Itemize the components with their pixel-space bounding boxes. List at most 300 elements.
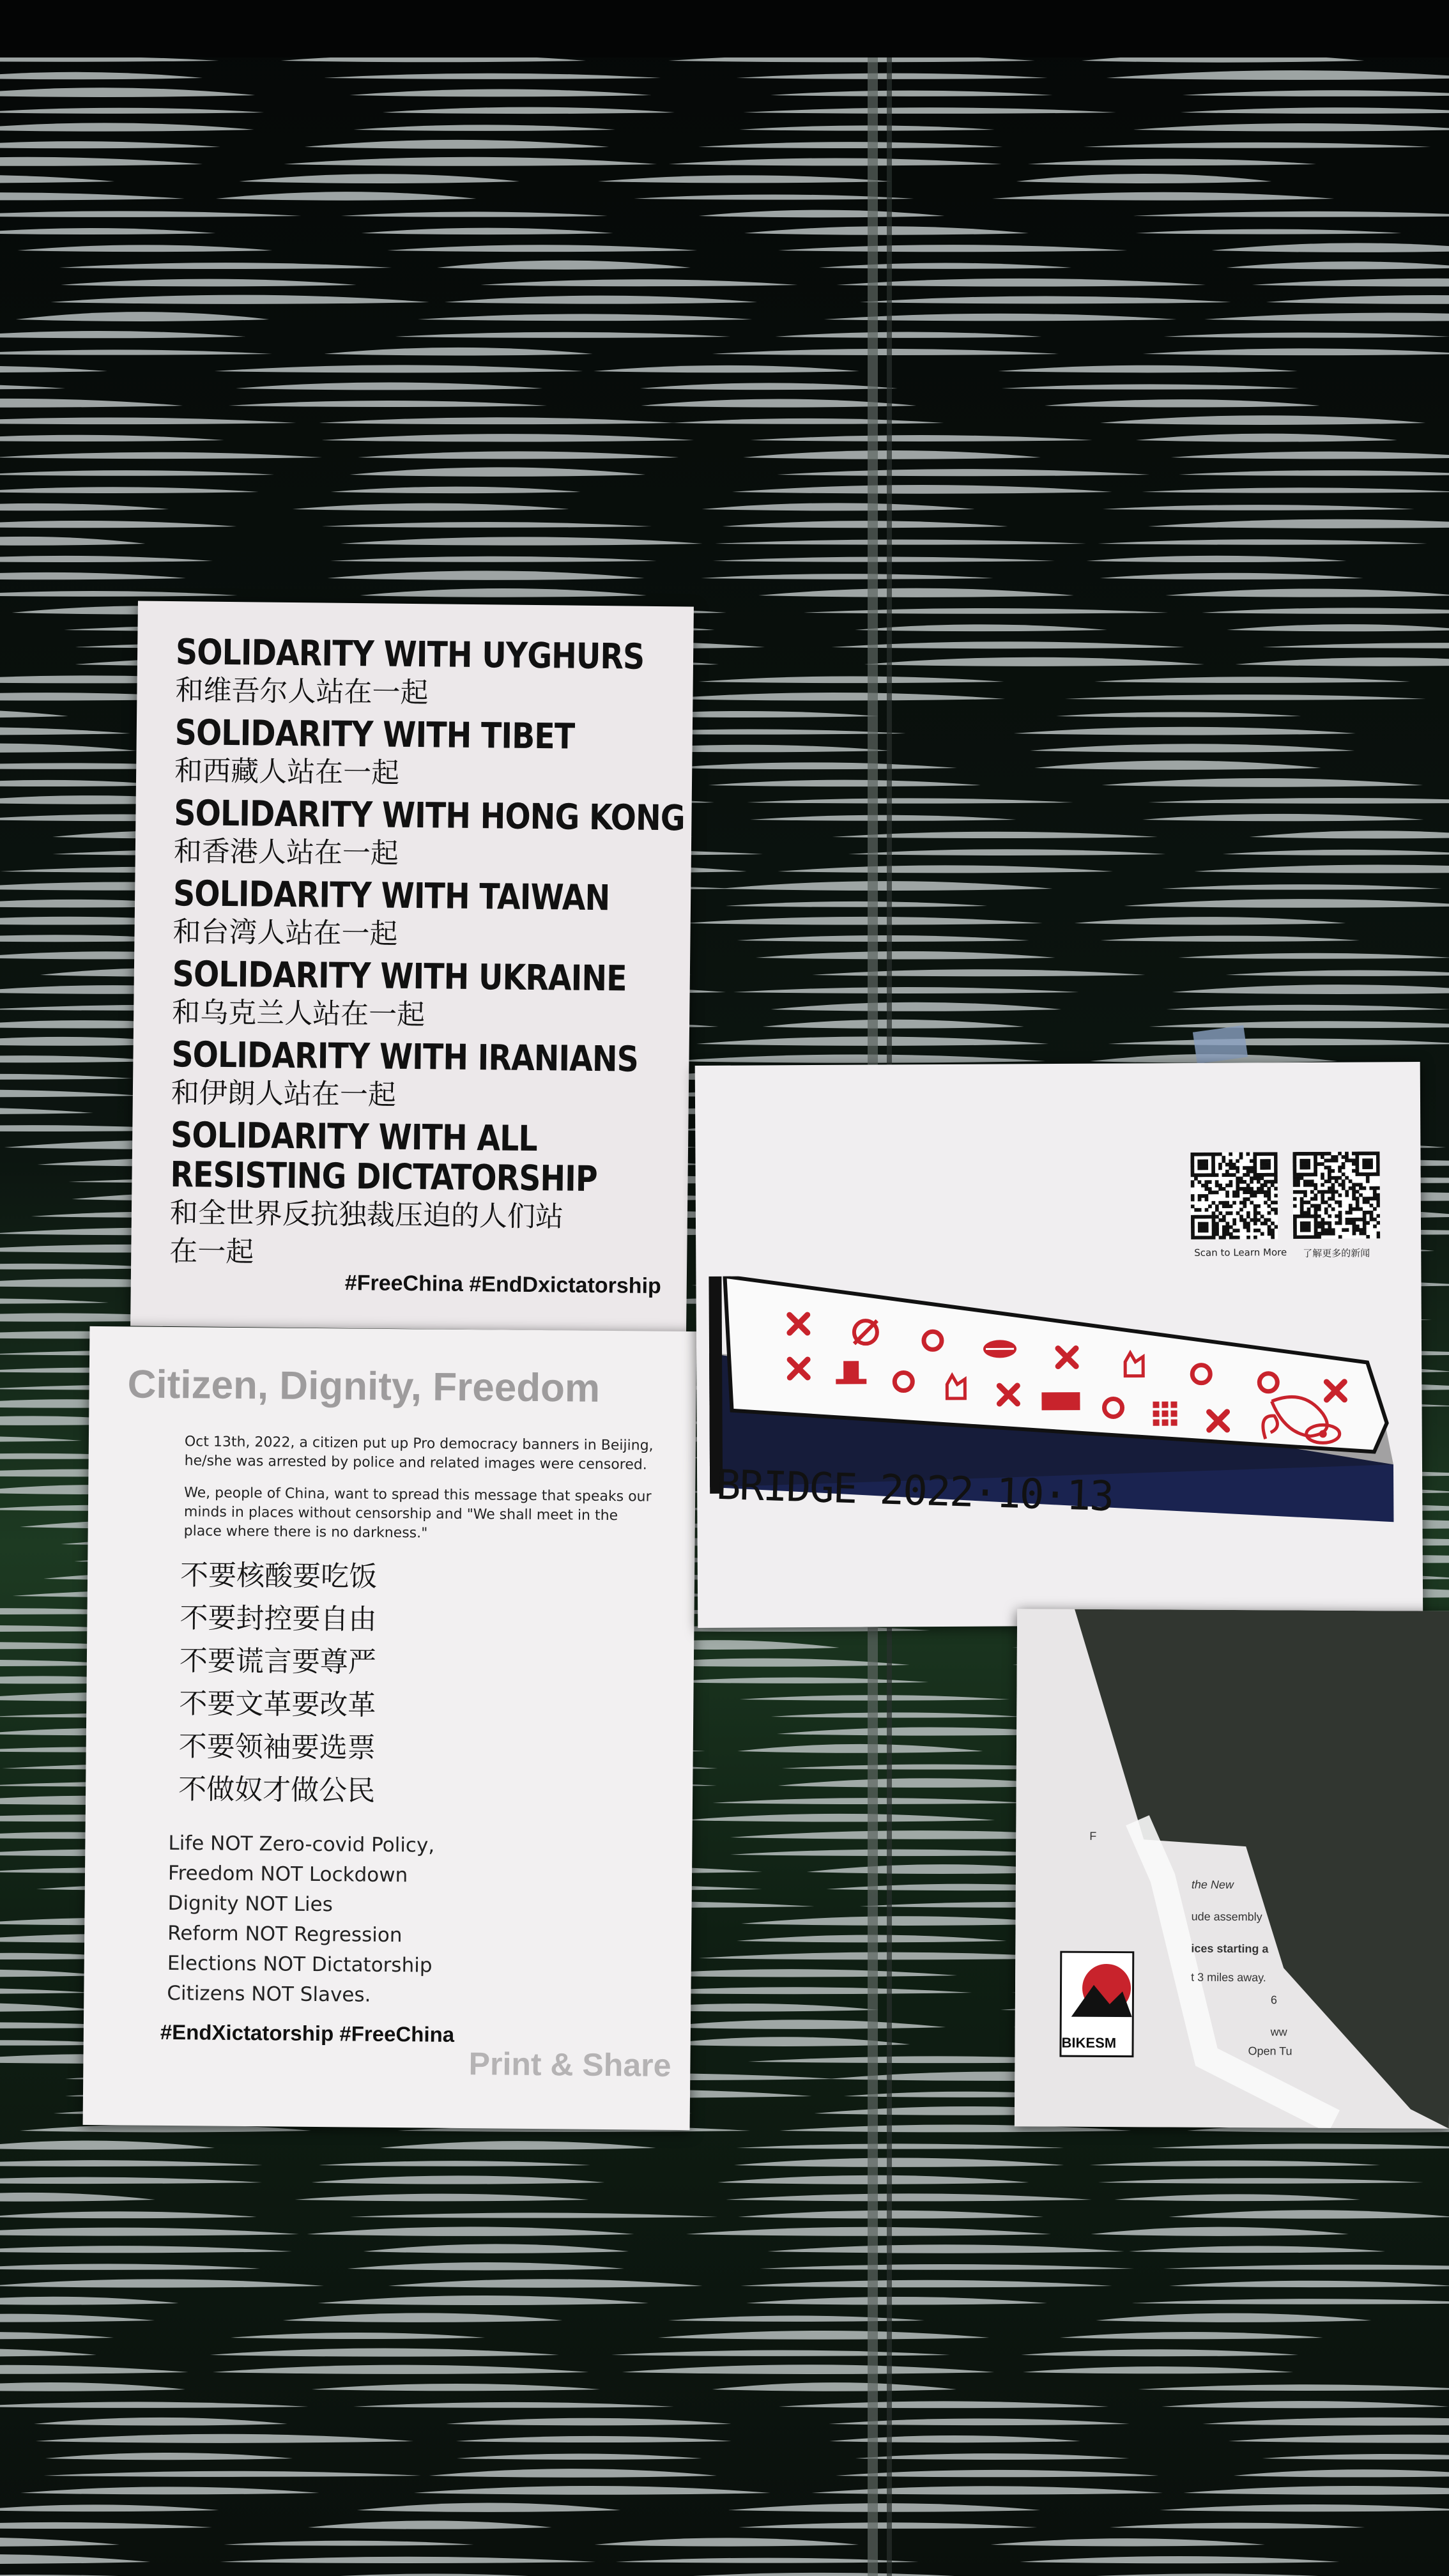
qr-module (1267, 1187, 1271, 1191)
qr-module (1349, 1158, 1353, 1162)
qr-module (1208, 1191, 1212, 1195)
qr-module (1328, 1204, 1331, 1208)
qr-module (1296, 1152, 1300, 1156)
red-grid-icon (1171, 1420, 1177, 1426)
qr-module (1338, 1183, 1342, 1187)
qr-module (1338, 1200, 1342, 1204)
qr-module (1201, 1236, 1205, 1239)
qr-module (1321, 1155, 1324, 1159)
solidarity-line-en: SOLIDARITY WITH UYGHURS (175, 631, 645, 677)
red-hat-icon (843, 1361, 859, 1380)
qr-module (1208, 1204, 1212, 1208)
qr-module (1264, 1152, 1268, 1156)
qr-module (1246, 1190, 1250, 1194)
qr-module (1310, 1235, 1314, 1239)
qr-code-pattern (1190, 1152, 1278, 1239)
qr-module (1194, 1177, 1198, 1181)
qr-module (1324, 1228, 1328, 1232)
qr-module (1307, 1152, 1310, 1156)
qr-module (1335, 1176, 1338, 1180)
qr-module (1331, 1232, 1335, 1236)
qr-module (1215, 1229, 1219, 1232)
red-grid-icon (1153, 1402, 1159, 1408)
qr-module (1352, 1186, 1356, 1190)
qr-module (1229, 1173, 1232, 1177)
qr-module (1366, 1197, 1370, 1200)
qr-module (1236, 1159, 1239, 1163)
qr-module (1236, 1170, 1239, 1174)
qr-module (1222, 1173, 1226, 1177)
qr-module (1243, 1225, 1247, 1229)
qr-module (1260, 1159, 1264, 1163)
qr-module (1352, 1158, 1356, 1162)
qr-module (1303, 1190, 1307, 1194)
slogan-en: Reform NOT Regression (167, 1921, 402, 1947)
qr-module (1331, 1228, 1335, 1232)
qr-module (1201, 1222, 1205, 1226)
qr-module (1198, 1180, 1202, 1184)
qr-module (1225, 1190, 1229, 1194)
qr-module (1222, 1218, 1226, 1222)
qr-module (1229, 1184, 1233, 1188)
qr-module (1236, 1236, 1240, 1239)
qr-module (1215, 1208, 1219, 1212)
qr-module (1303, 1200, 1307, 1204)
qr-module (1300, 1222, 1304, 1225)
qr-module (1349, 1208, 1353, 1211)
qr-module (1268, 1232, 1271, 1236)
qr-module (1250, 1190, 1254, 1194)
qr-module (1257, 1176, 1261, 1180)
qr-module (1296, 1176, 1300, 1180)
solidarity-line-zh: 和全世界反抗独裁压迫的人们站 (169, 1197, 564, 1234)
qr-module (1232, 1163, 1236, 1167)
red-grid-icon (1162, 1420, 1169, 1426)
qr-module (1314, 1193, 1317, 1197)
qr-module (1208, 1236, 1212, 1239)
qr-module (1324, 1208, 1328, 1211)
qr-module (1335, 1155, 1338, 1159)
solidarity-line-en: SOLIDARITY WITH UKRAINE (172, 953, 627, 999)
qr-module (1257, 1229, 1261, 1232)
qr-module (1376, 1158, 1380, 1162)
qr-module (1225, 1163, 1229, 1167)
qr-module (1307, 1183, 1310, 1187)
qr-module (1307, 1211, 1311, 1215)
qr-module (1204, 1153, 1208, 1156)
qr-module (1366, 1211, 1370, 1215)
qr-module (1246, 1197, 1250, 1201)
qr-module (1366, 1221, 1370, 1225)
qr-module (1296, 1215, 1300, 1218)
qr-module (1324, 1152, 1328, 1156)
qr-module (1292, 1159, 1296, 1163)
qr-module (1271, 1173, 1275, 1177)
qr-module (1271, 1232, 1275, 1236)
qr-module (1268, 1229, 1271, 1232)
qr-module (1274, 1163, 1278, 1167)
qr-module (1300, 1229, 1304, 1232)
qr-module (1204, 1163, 1208, 1167)
qr-module (1257, 1218, 1261, 1222)
qr-module (1229, 1236, 1233, 1239)
qr-module (1225, 1194, 1229, 1198)
qr-module (1307, 1162, 1310, 1166)
qr-module (1376, 1204, 1380, 1208)
qr-module (1328, 1232, 1331, 1236)
qr-module (1321, 1172, 1324, 1176)
qr-module (1314, 1211, 1318, 1215)
qr-module (1328, 1190, 1331, 1194)
solidarity-line-en: SOLIDARITY WITH HONG KONG (174, 792, 686, 839)
qr-module (1219, 1236, 1223, 1239)
slogan-zh: 不要文革要改革 (179, 1687, 376, 1722)
qr-module (1352, 1221, 1356, 1225)
qr-module (1296, 1173, 1300, 1177)
qr-module (1314, 1232, 1318, 1236)
qr-module (1222, 1187, 1226, 1191)
qr-module (1198, 1225, 1202, 1229)
qr-module (1338, 1169, 1342, 1173)
qr-module (1293, 1173, 1297, 1177)
qr-module (1321, 1218, 1324, 1222)
qr-module (1232, 1173, 1236, 1177)
qr-module (1274, 1159, 1278, 1163)
qr-module (1324, 1159, 1328, 1163)
qr-module (1225, 1225, 1229, 1229)
qr-module (1321, 1225, 1325, 1229)
qr-module (1229, 1225, 1233, 1229)
red-grid-icon (1162, 1402, 1168, 1408)
qr-module (1191, 1170, 1195, 1174)
qr-module (1362, 1158, 1366, 1162)
qr-module (1191, 1194, 1195, 1198)
qr-module (1370, 1214, 1374, 1218)
qr-module (1267, 1194, 1271, 1198)
qr-module (1246, 1173, 1250, 1177)
qr-module (1328, 1197, 1331, 1200)
qr-module (1250, 1159, 1254, 1163)
qr-module (1300, 1208, 1304, 1211)
qr-module (1204, 1167, 1208, 1170)
qr-module (1267, 1159, 1271, 1163)
qr-module (1243, 1180, 1246, 1184)
qr-module (1254, 1222, 1257, 1225)
qr-module (1190, 1156, 1194, 1160)
qr-module (1236, 1180, 1239, 1184)
qr-module (1300, 1176, 1304, 1180)
qr-module (1321, 1152, 1324, 1156)
qr-code[interactable] (1190, 1152, 1278, 1239)
qr-module (1369, 1158, 1373, 1162)
qr-module (1201, 1163, 1205, 1167)
qr-module (1296, 1180, 1300, 1184)
qr-module (1307, 1159, 1310, 1163)
solidarity-line-zh: 和伊朗人站在一起 (171, 1077, 397, 1112)
qr-module (1331, 1186, 1335, 1190)
qr-module (1328, 1222, 1331, 1225)
qr-module (1267, 1163, 1271, 1167)
qr-module (1222, 1204, 1226, 1208)
qr-module (1356, 1197, 1360, 1200)
qr-module (1208, 1173, 1212, 1177)
qr-module (1373, 1172, 1377, 1176)
qr-module (1321, 1232, 1325, 1236)
qr-module (1204, 1184, 1208, 1188)
qr-module (1303, 1152, 1307, 1156)
qr-module (1215, 1191, 1219, 1195)
qr-module (1324, 1179, 1328, 1183)
qr-module (1363, 1200, 1367, 1204)
qr-module (1303, 1236, 1307, 1239)
qr-module (1314, 1159, 1317, 1163)
qr-module (1293, 1197, 1297, 1201)
qr-module (1300, 1204, 1304, 1208)
solidarity-line-zh: 和香港人站在一起 (173, 835, 399, 870)
qr-module (1260, 1183, 1264, 1187)
qr-module (1236, 1190, 1239, 1194)
qr-module (1317, 1162, 1321, 1166)
qr-module (1254, 1218, 1257, 1222)
qr-module (1370, 1204, 1374, 1208)
qr-module (1342, 1172, 1346, 1176)
qr-module (1211, 1191, 1215, 1195)
qr-module (1342, 1162, 1346, 1166)
qr-module (1236, 1194, 1239, 1198)
qr-module (1355, 1155, 1359, 1159)
qr-module (1376, 1200, 1380, 1204)
qr-module (1204, 1187, 1208, 1191)
qr-module (1300, 1200, 1304, 1204)
qr-module (1373, 1190, 1377, 1193)
qr-module (1257, 1211, 1261, 1215)
qr-module (1338, 1193, 1342, 1197)
qr-module (1218, 1187, 1222, 1191)
qr-module (1243, 1187, 1246, 1191)
slogan-zh: 不做奴才做公民 (178, 1773, 376, 1807)
qr-module (1246, 1166, 1250, 1170)
qr-module (1257, 1204, 1261, 1208)
qr-module (1376, 1186, 1380, 1190)
qr-module (1317, 1222, 1321, 1225)
qr-module (1362, 1172, 1366, 1176)
qr-module (1338, 1215, 1342, 1218)
qr-module (1211, 1153, 1215, 1156)
qr-module (1232, 1194, 1236, 1198)
qr-module (1349, 1179, 1353, 1183)
qr-module (1300, 1215, 1304, 1218)
qr-module (1212, 1215, 1216, 1219)
qr-module (1303, 1215, 1307, 1218)
qr-module (1201, 1153, 1205, 1156)
qr-module (1211, 1156, 1215, 1160)
qr-module (1369, 1197, 1373, 1200)
qr-module (1222, 1201, 1226, 1205)
qr-module (1208, 1187, 1212, 1191)
qr-module (1359, 1183, 1363, 1186)
qr-module (1373, 1186, 1377, 1190)
qr-module (1205, 1194, 1209, 1198)
qr-module (1225, 1232, 1229, 1236)
qr-module (1369, 1172, 1373, 1176)
qr-module (1222, 1215, 1226, 1219)
qr-module (1307, 1235, 1311, 1239)
qr-module (1215, 1184, 1219, 1188)
flyer-fragment: F (1089, 1829, 1097, 1843)
qr-module (1246, 1222, 1250, 1225)
qr-module (1303, 1222, 1307, 1225)
qr-module (1369, 1165, 1373, 1169)
qr-module (1190, 1160, 1194, 1163)
qr-module (1317, 1225, 1321, 1229)
qr-module (1303, 1211, 1307, 1215)
slogan-en: Citizens NOT Slaves. (167, 1981, 371, 2007)
qr-module (1373, 1193, 1377, 1197)
qr-module (1331, 1159, 1335, 1163)
qr-module (1271, 1208, 1275, 1211)
slogan-zh: 不要谎言要尊严 (179, 1644, 377, 1679)
qr-module (1264, 1200, 1268, 1204)
qr-module (1349, 1204, 1353, 1208)
qr-module (1376, 1172, 1380, 1176)
qr-module (1314, 1197, 1317, 1201)
qr-module (1345, 1193, 1349, 1197)
qr-module (1292, 1155, 1296, 1159)
qr-module (1191, 1180, 1195, 1184)
qr-module (1303, 1225, 1307, 1229)
qr-module (1212, 1218, 1216, 1222)
torn-flyer (1015, 1609, 1449, 2129)
qr-module (1352, 1183, 1356, 1187)
qr-module (1197, 1153, 1201, 1156)
qr-module (1345, 1190, 1349, 1193)
qr-module (1338, 1235, 1342, 1239)
qr-module (1310, 1204, 1314, 1208)
qr-module (1314, 1169, 1317, 1173)
qr-module (1204, 1160, 1208, 1163)
qr-module (1243, 1166, 1246, 1170)
qr-module (1355, 1152, 1359, 1156)
qr-module (1254, 1190, 1257, 1194)
qr-module (1349, 1211, 1353, 1215)
qr-module (1363, 1225, 1367, 1229)
red-hat-brim (836, 1379, 866, 1384)
qr-module (1353, 1225, 1356, 1229)
qr-module (1267, 1190, 1271, 1194)
qr-module (1373, 1225, 1377, 1229)
qr-module (1321, 1176, 1324, 1180)
qr-module (1191, 1218, 1195, 1222)
qr-module (1215, 1225, 1219, 1229)
qr-module (1345, 1159, 1349, 1163)
qr-module (1331, 1183, 1335, 1187)
qr-module (1355, 1158, 1359, 1162)
qr-module (1201, 1225, 1205, 1229)
qr-module (1366, 1151, 1370, 1155)
qr-module (1243, 1204, 1246, 1208)
flyer-fragment: Open Tu (1248, 2044, 1292, 2058)
qr-module (1310, 1179, 1314, 1183)
qr-module (1362, 1165, 1366, 1169)
qr-module (1321, 1162, 1324, 1166)
qr-module (1222, 1232, 1226, 1236)
qr-module (1267, 1166, 1271, 1170)
qr-module (1271, 1229, 1275, 1232)
qr-module (1335, 1190, 1338, 1194)
qr-module (1254, 1173, 1257, 1177)
slogan-zh: 不要核酸要吃饭 (180, 1559, 378, 1593)
qr-module (1355, 1169, 1359, 1173)
citizen-hashtags: #EndXictatorship #FreeChina (160, 2020, 455, 2046)
qr-module (1246, 1215, 1250, 1218)
qr-module (1191, 1174, 1195, 1177)
qr-module (1366, 1235, 1370, 1239)
bridge-caption: BRIDGE 2022·10·13 (716, 1461, 1114, 1521)
qr-module (1274, 1156, 1278, 1160)
qr-module (1204, 1180, 1208, 1184)
bike-shop-logo (1059, 1951, 1134, 2058)
qr-module (1303, 1173, 1307, 1177)
red-grid-icon (1162, 1411, 1169, 1417)
qr-module (1225, 1204, 1229, 1208)
qr-module (1363, 1228, 1367, 1232)
qr-module (1201, 1167, 1205, 1170)
qr-module (1363, 1197, 1367, 1200)
qr-module (1250, 1201, 1254, 1205)
qr-module (1303, 1179, 1307, 1183)
qr-module (1338, 1218, 1342, 1222)
qr-module (1239, 1180, 1243, 1184)
qr-module (1293, 1169, 1297, 1173)
qr-code[interactable] (1292, 1151, 1380, 1239)
qr-module (1254, 1211, 1257, 1215)
qr-module (1264, 1180, 1268, 1184)
qr-module (1191, 1184, 1195, 1188)
poster-paragraph: We, people of China, want to spread this message that speaks our minds in places without censorship and "We shall meet in the place where there is no darkness." (183, 1485, 652, 1542)
qr-module (1215, 1173, 1219, 1177)
qr-module (1191, 1225, 1195, 1229)
qr-module (1314, 1155, 1317, 1159)
qr-module (1314, 1225, 1318, 1229)
qr-module (1363, 1221, 1367, 1225)
qr-module (1271, 1200, 1275, 1204)
qr-module (1191, 1204, 1195, 1208)
qr-module (1246, 1187, 1250, 1191)
qr-module (1303, 1166, 1307, 1170)
qr-module (1314, 1229, 1318, 1232)
qr-module (1212, 1229, 1216, 1232)
qr-module (1205, 1215, 1209, 1219)
qr-module (1321, 1183, 1324, 1187)
flyer-fragment: ices starting a (1191, 1942, 1269, 1956)
red-grid-icon (1153, 1420, 1160, 1426)
qr-module (1303, 1159, 1307, 1163)
qr-module (1236, 1229, 1240, 1232)
qr-module (1254, 1204, 1257, 1208)
qr-module (1352, 1152, 1356, 1156)
qr-module (1264, 1183, 1268, 1187)
qr-module (1363, 1218, 1367, 1222)
qr-module (1328, 1186, 1331, 1190)
qr-module (1359, 1152, 1363, 1156)
qr-module (1331, 1155, 1335, 1159)
qr-module (1349, 1221, 1353, 1225)
qr-module (1260, 1163, 1264, 1167)
qr-module (1352, 1208, 1356, 1211)
qr-module (1268, 1218, 1271, 1222)
flyer-fragment: ww (1270, 2025, 1287, 2039)
qr-module (1363, 1186, 1367, 1190)
